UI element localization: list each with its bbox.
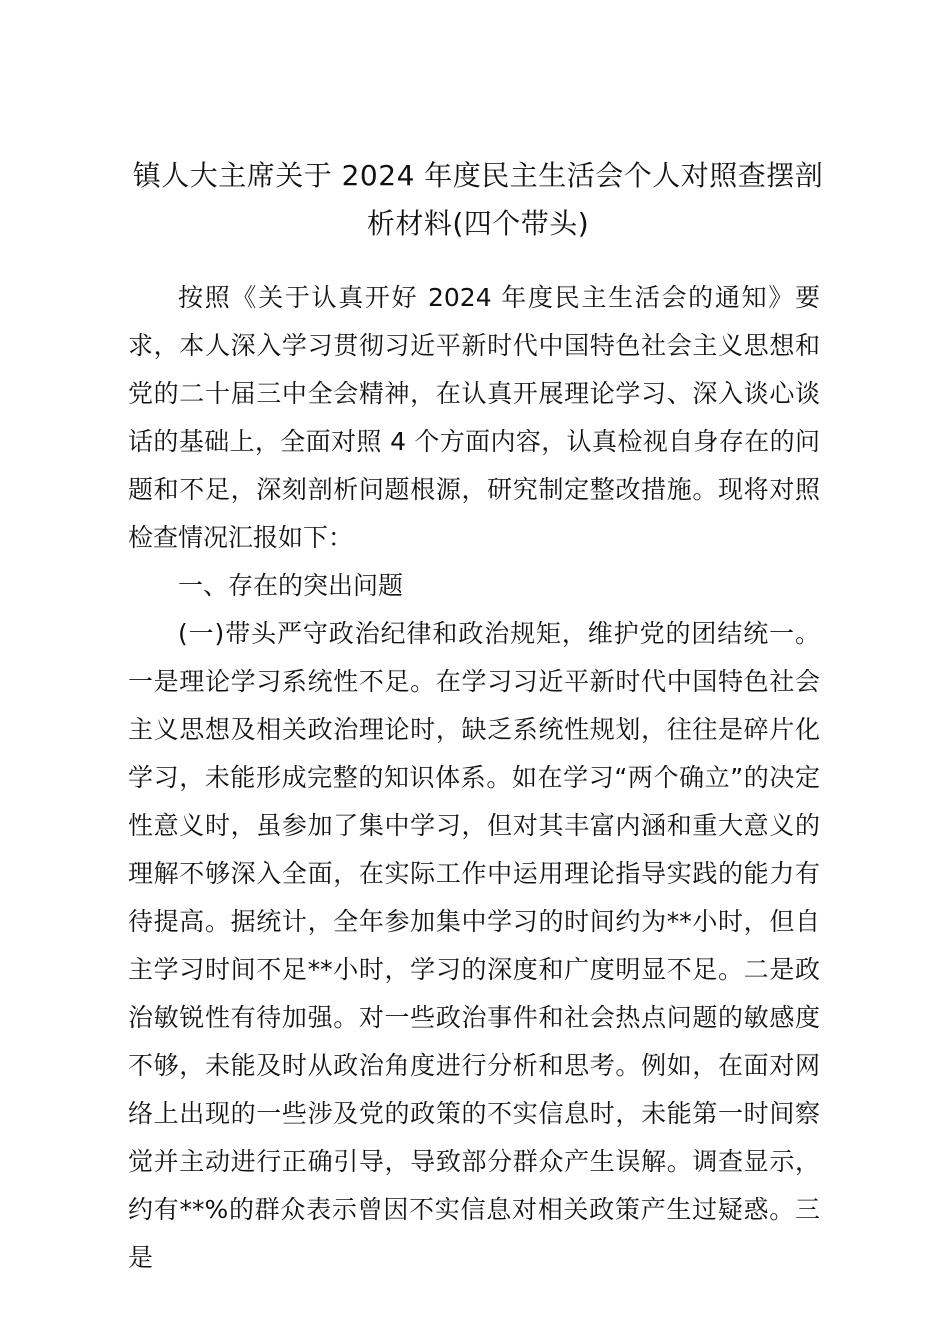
intro-paragraph: 按照《关于认真开好 2024 年度民主生活会的通知》要求，本人深入学习贯彻习近平新时代中国特色社会主义思想和党的二十届三中全会精神，在认真开展理论学习、深入谈心谈话的基础上，全面对照 4 个方面内容，认真检视自身存在的问题和不足，深刻剖析问题根源，研究制定整改措施。现将对照检查情况汇报如下： xyxy=(128,283,820,552)
section-paragraph: (一)带头严守政治纪律和政治规矩，维护党的团结统一。一是理论学习系统性不足。在学习习近平新时代中国特色社会主义思想及相关政治理论时，缺乏系统性规划，往往是碎片化学习，未能形成完整的知识体系。如在学习“两个确立”的决定性意义时，虽参加了集中学习，但对其丰富内涵和重大意义的理解不够深入全面，在实际工作中运用理论指导实践的能力有待提高。据统计，全年参加集中学习的时间约为**小时，但自主学习时间不足**小时，学习的深度和广度明显不足。二是政治敏锐性有待加强。对一些政治事件和社会热点问题的敏感度不够，未能及时从政治角度进行分析和思考。例如，在面对网络上出现的一些涉及党的政策的不实信息时，未能第一时间察觉并主动进行正确引导，导致部分群众产生误解。调查显示，约有**%的群众表示曾因不实信息对相关政策产生过疑惑。三是 xyxy=(128,619,820,1272)
document-body xyxy=(128,274,820,1282)
section-heading: 一、存在的突出问题 xyxy=(178,571,404,600)
document-title: 镇人大主席关于 2024 年度民主生活会个人对照查摆剖析材料(四个带头) xyxy=(132,159,824,240)
